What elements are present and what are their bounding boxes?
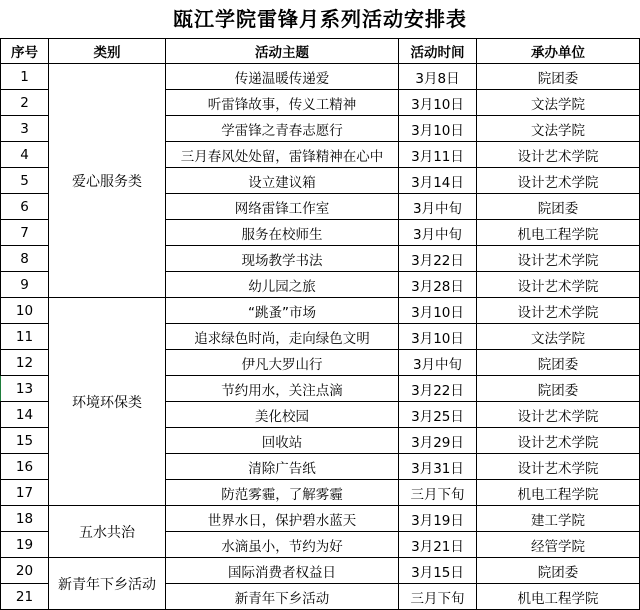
cell-theme[interactable]: 美化校园 — [166, 402, 399, 428]
cell-theme[interactable]: 防范雾霾，了解雾霾 — [166, 480, 399, 506]
cell-no[interactable]: 15 — [1, 428, 49, 454]
cell-no[interactable]: 3 — [1, 116, 49, 142]
cell-theme[interactable]: 听雷锋故事，传义工精神 — [166, 90, 399, 116]
table-row — [1, 64, 640, 90]
cell-org[interactable]: 院团委 — [477, 64, 640, 90]
cell-org[interactable]: 机电工程学院 — [477, 480, 640, 506]
cell-no[interactable]: 17 — [1, 480, 49, 506]
cell-time[interactable]: 3月中旬 — [399, 350, 477, 376]
cell-time[interactable]: 3月10日 — [399, 90, 477, 116]
cell-theme[interactable]: 水滴虽小，节约为好 — [166, 532, 399, 558]
cell-theme[interactable]: 学雷锋之青春志愿行 — [166, 116, 399, 142]
cell-org[interactable]: 设计艺术学院 — [477, 272, 640, 298]
cell-no[interactable]: 7 — [1, 220, 49, 246]
cell-no[interactable]: 13 — [1, 376, 49, 402]
cell-org[interactable]: 文法学院 — [477, 324, 640, 350]
cell-no[interactable]: 2 — [1, 90, 49, 116]
cell-org[interactable]: 建工学院 — [477, 506, 640, 532]
cell-org[interactable]: 设计艺术学院 — [477, 454, 640, 480]
cell-theme[interactable]: “跳蚤”市场 — [166, 298, 399, 324]
cell-time[interactable]: 3月10日 — [399, 116, 477, 142]
header-cell-no[interactable]: 序号 — [1, 39, 49, 64]
cell-time[interactable]: 3月21日 — [399, 532, 477, 558]
table-row — [1, 298, 640, 324]
cell-category[interactable]: 新青年下乡活动 — [49, 558, 166, 610]
cell-theme[interactable]: 追求绿色时尚，走向绿色文明 — [166, 324, 399, 350]
cell-org[interactable]: 院团委 — [477, 376, 640, 402]
cell-org[interactable]: 文法学院 — [477, 116, 640, 142]
table-row — [1, 506, 640, 532]
cell-org[interactable]: 设计艺术学院 — [477, 142, 640, 168]
cell-time[interactable]: 3月中旬 — [399, 194, 477, 220]
cell-time[interactable]: 3月25日 — [399, 402, 477, 428]
cell-theme[interactable]: 新青年下乡活动 — [166, 584, 399, 610]
cell-time[interactable]: 3月11日 — [399, 142, 477, 168]
cell-time[interactable]: 3月14日 — [399, 168, 477, 194]
header-cell-theme[interactable]: 活动主题 — [166, 39, 399, 64]
cell-no[interactable]: 8 — [1, 246, 49, 272]
cell-time[interactable]: 3月8日 — [399, 64, 477, 90]
cell-theme[interactable]: 现场教学书法 — [166, 246, 399, 272]
cell-org[interactable]: 设计艺术学院 — [477, 402, 640, 428]
cell-theme[interactable]: 网络雷锋工作室 — [166, 194, 399, 220]
sheet-title[interactable]: 瓯江学院雷锋月系列活动安排表 — [173, 7, 467, 31]
cell-theme[interactable]: 三月春风处处留，雷锋精神在心中 — [166, 142, 399, 168]
cell-no[interactable]: 12 — [1, 350, 49, 376]
cell-org[interactable]: 院团委 — [477, 558, 640, 584]
table-body — [1, 64, 640, 610]
cell-no[interactable]: 6 — [1, 194, 49, 220]
cell-org[interactable]: 设计艺术学院 — [477, 168, 640, 194]
cell-time[interactable]: 三月下旬 — [399, 584, 477, 610]
table-row — [1, 558, 640, 584]
cell-theme[interactable]: 设立建议箱 — [166, 168, 399, 194]
cell-time[interactable]: 3月31日 — [399, 454, 477, 480]
activity-table — [0, 38, 640, 610]
cell-org[interactable]: 设计艺术学院 — [477, 246, 640, 272]
cell-org[interactable]: 院团委 — [477, 350, 640, 376]
cell-no[interactable]: 1 — [1, 64, 49, 90]
cell-time[interactable]: 3月29日 — [399, 428, 477, 454]
cell-time[interactable]: 三月下旬 — [399, 480, 477, 506]
cell-time[interactable]: 3月15日 — [399, 558, 477, 584]
cell-category[interactable]: 五水共治 — [49, 506, 166, 558]
cell-time[interactable]: 3月10日 — [399, 298, 477, 324]
cell-org[interactable]: 文法学院 — [477, 90, 640, 116]
cell-time[interactable]: 3月22日 — [399, 376, 477, 402]
cell-no[interactable]: 11 — [1, 324, 49, 350]
cell-org[interactable]: 院团委 — [477, 194, 640, 220]
cell-theme[interactable]: 节约用水，关注点滴 — [166, 376, 399, 402]
cell-theme[interactable]: 传递温暖传递爱 — [166, 64, 399, 90]
cell-theme[interactable]: 幼儿园之旅 — [166, 272, 399, 298]
header-cell-org[interactable]: 承办单位 — [477, 39, 640, 64]
cell-theme[interactable]: 伊凡大罗山行 — [166, 350, 399, 376]
cell-no[interactable]: 20 — [1, 558, 49, 584]
cell-time[interactable]: 3月19日 — [399, 506, 477, 532]
cell-no[interactable]: 4 — [1, 142, 49, 168]
cell-theme[interactable]: 国际消费者权益日 — [166, 558, 399, 584]
cell-no[interactable]: 9 — [1, 272, 49, 298]
cell-category[interactable]: 环境环保类 — [49, 298, 166, 506]
header-cell-category[interactable]: 类别 — [49, 39, 166, 64]
cell-no[interactable]: 14 — [1, 402, 49, 428]
cell-theme[interactable]: 清除广告纸 — [166, 454, 399, 480]
cell-time[interactable]: 3月中旬 — [399, 220, 477, 246]
cell-category[interactable]: 爱心服务类 — [49, 64, 166, 298]
cell-no[interactable]: 18 — [1, 506, 49, 532]
cell-no[interactable]: 5 — [1, 168, 49, 194]
cell-time[interactable]: 3月28日 — [399, 272, 477, 298]
header-cell-time[interactable]: 活动时间 — [399, 39, 477, 64]
cell-time[interactable]: 3月10日 — [399, 324, 477, 350]
cell-org[interactable]: 机电工程学院 — [477, 584, 640, 610]
cell-no[interactable]: 19 — [1, 532, 49, 558]
header-row — [1, 39, 640, 64]
cell-org[interactable]: 设计艺术学院 — [477, 428, 640, 454]
cell-theme[interactable]: 服务在校师生 — [166, 220, 399, 246]
cell-time[interactable]: 3月22日 — [399, 246, 477, 272]
cell-org[interactable]: 机电工程学院 — [477, 220, 640, 246]
cell-no[interactable]: 10 — [1, 298, 49, 324]
cell-org[interactable]: 设计艺术学院 — [477, 298, 640, 324]
cell-no[interactable]: 21 — [1, 584, 49, 610]
cell-org[interactable]: 经管学院 — [477, 532, 640, 558]
cell-theme[interactable]: 回收站 — [166, 428, 399, 454]
cell-theme[interactable]: 世界水日，保护碧水蓝天 — [166, 506, 399, 532]
cell-no[interactable]: 16 — [1, 454, 49, 480]
